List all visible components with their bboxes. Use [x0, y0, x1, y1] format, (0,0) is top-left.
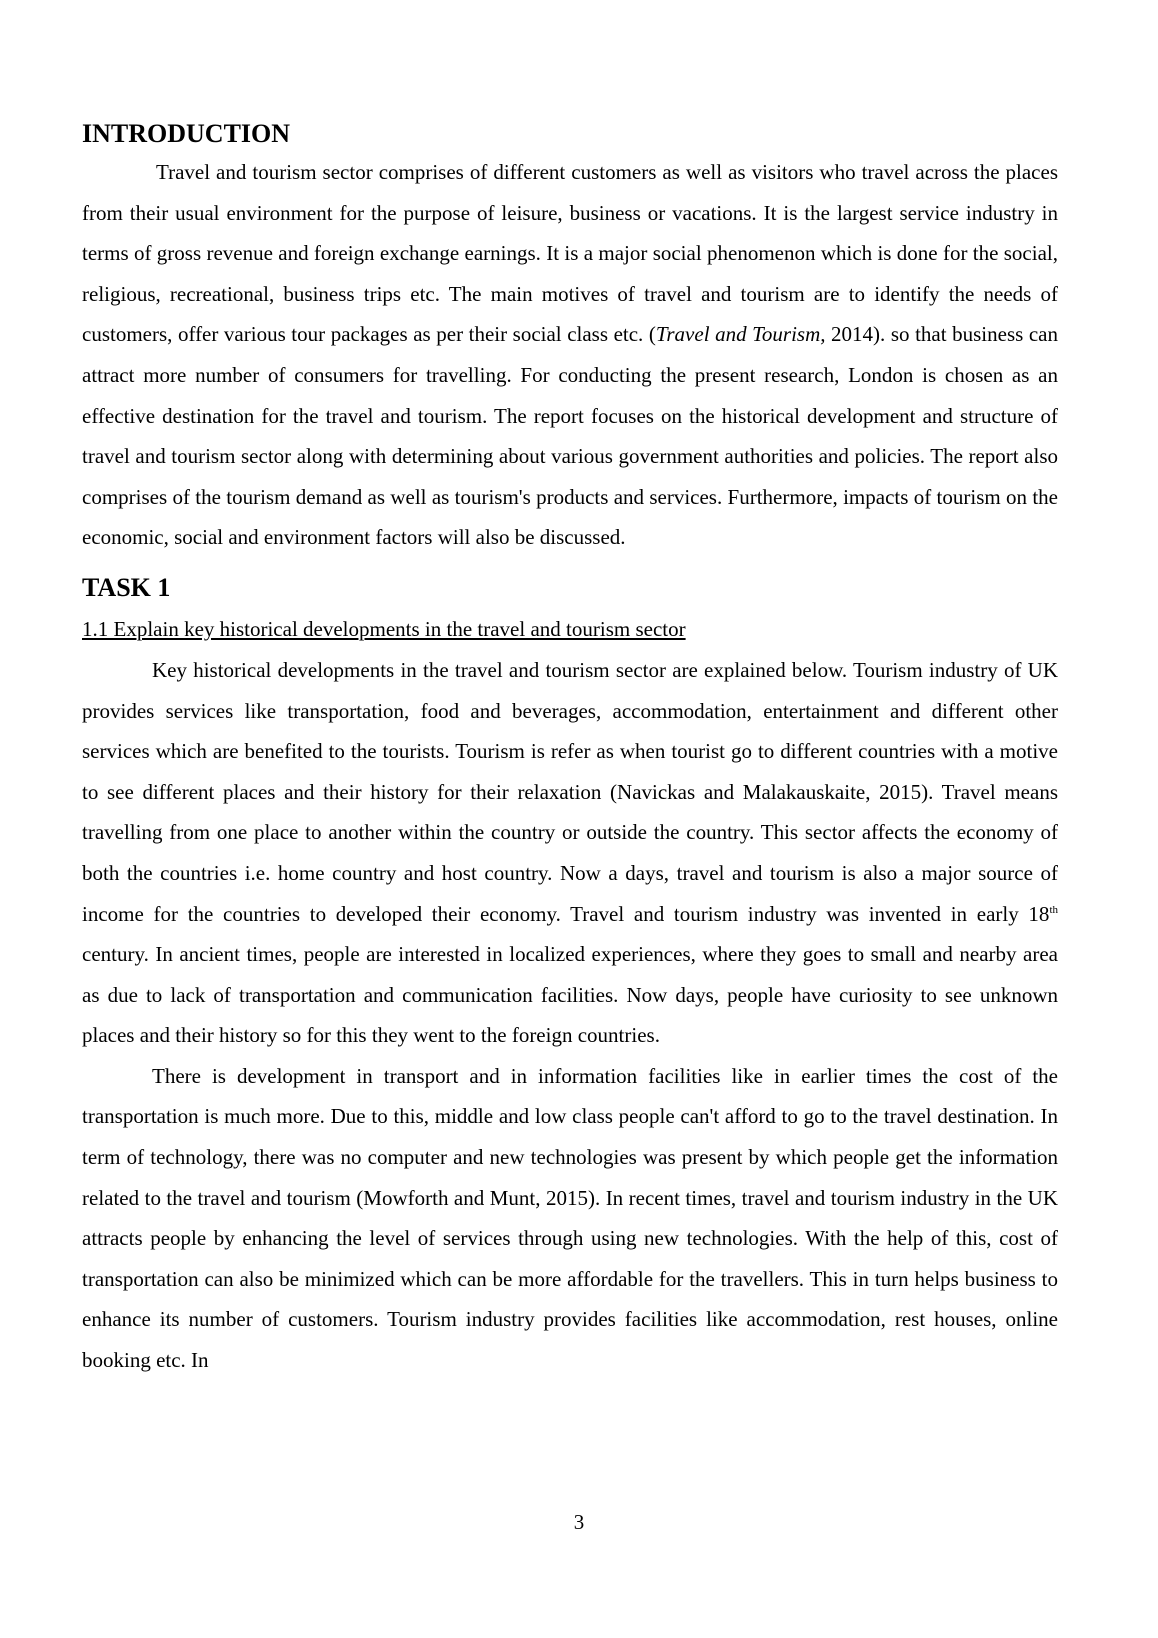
task-1-subheading: 1.1 Explain key historical developments in the travel and tourism sector: [82, 616, 686, 641]
task-1-paragraph-1-text-part-1: Key historical developments in the travel and tourism sector are explained below. Tourism industry of UK provides services like transportation, food and beverages, accommodation, entertainment and different other services which are benefited to the tourists. Tourism is refer as when tourist go to different countries with a motive to see different places and their history for their relaxation (Navickas and Malakauskaite, 2015). Travel means travelling from one place to another within the country or outside the country. This sector affects the economy of both the countries i.e. home country and host country. Now a days, travel and tourism is also a major source of income for the countries to developed their economy. Travel and tourism industry was invented in early 18: [82, 657, 1058, 926]
introduction-heading: INTRODUCTION: [82, 119, 291, 148]
introduction-text-part-1: Travel and tourism sector comprises of different customers as well as visitors who travel across the places from their usual environment for the purpose of leisure, business or vacations. It is the largest service industry in terms of gross revenue and foreign exchange earnings. It is a major social phenomenon which is done for the social, religious, recreational, business trips etc. The main motives of travel and tourism are to identify the needs of customers, offer various tour packages as per their social class etc. (: [82, 160, 1058, 347]
task-1-paragraph-1-text-part-2: century. In ancient times, people are interested in localized experiences, where they goes to small and nearby area as due to lack of transportation and communication facilities. Now days, people have curiosity to see unknown places and their history so for this they went to the foreign countries.: [82, 942, 1058, 1048]
task-1-paragraph-1: [82, 650, 1058, 1056]
introduction-text-part-2: 2014). so that business can attract more number of consumers for travelling. For conducting the present research, London is chosen as an effective destination for the travel and tourism. The report focuses on the historical development and structure of travel and tourism sector along with determining about various government authorities and policies. The report also comprises of the tourism demand as well as tourism's products and services. Furthermore, impacts of tourism on the economic, social and environment factors will also be discussed.: [82, 322, 1058, 550]
page-number: 3: [573, 1510, 585, 1534]
introduction-paragraph: [82, 152, 1058, 558]
task-1-paragraph-2: There is development in transport and in information facilities like in earlier times the cost of the transportation is much more. Due to this, middle and low class people can't afford to go to the travel destination. In term of technology, there was no computer and new technologies was present by which people get the information related to the travel and tourism (Mowforth and Munt, 2015). In recent times, travel and tourism industry in the UK attracts people by enhancing the level of services through using new technologies. With the help of this, cost of transportation can also be minimized which can be more affordable for the travellers. This in turn helps business to enhance its number of customers. Tourism industry provides facilities like accommodation, rest houses, online booking etc. In: [82, 1063, 1058, 1373]
document-page: [82, 118, 1058, 1381]
introduction-citation: Travel and Tourism,: [655, 322, 826, 347]
superscript-ordinal: th: [1049, 903, 1058, 916]
task-1-heading: TASK 1: [82, 572, 171, 602]
